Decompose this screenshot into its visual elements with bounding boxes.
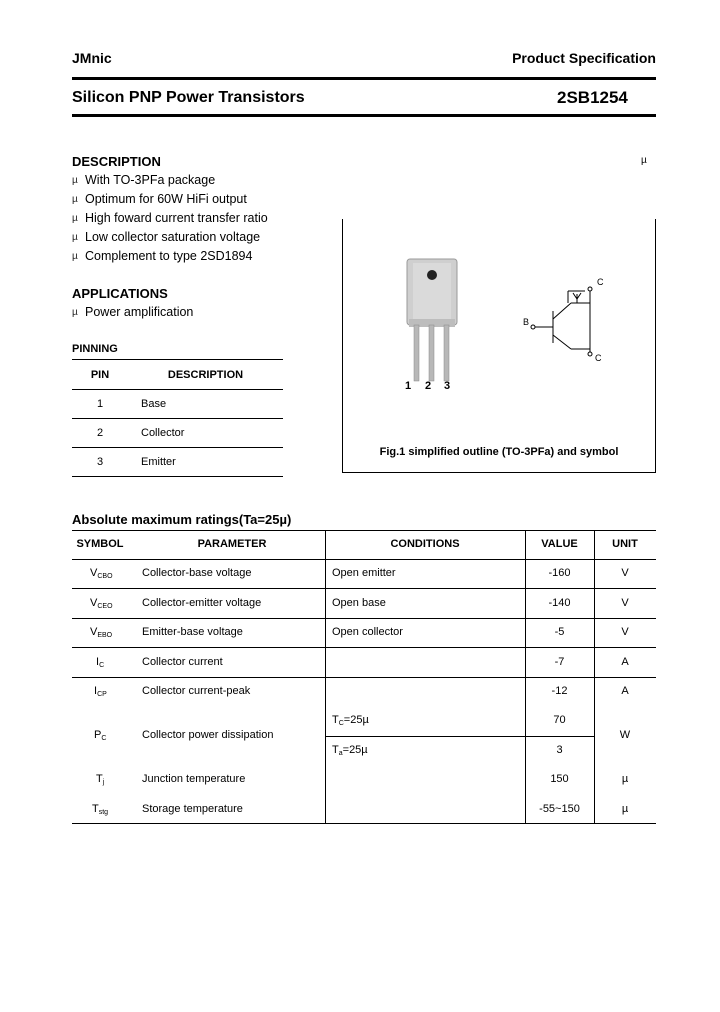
table-row <box>72 419 283 448</box>
symbol-label-base: B <box>523 317 530 327</box>
description-heading: DESCRIPTION <box>72 154 161 169</box>
rating-unit: A <box>621 685 629 697</box>
rating-parameter: Collector power dissipation <box>142 729 274 741</box>
rating-symbol: $V_{CBO}$ <box>90 567 113 580</box>
figure-pin-number: 1 <box>405 380 412 392</box>
list-item <box>72 171 268 190</box>
application-item: Power amplification <box>85 305 194 319</box>
pin-number: 3 <box>72 448 128 477</box>
stray-mark: µ <box>641 155 647 166</box>
rating-value: -7 <box>554 656 565 668</box>
rating-value: -140 <box>548 597 571 609</box>
symbol-label-collector: C <box>597 277 604 287</box>
figure-pin-number: 3 <box>444 380 451 392</box>
rating-value: -5 <box>554 626 565 638</box>
rating-unit: µ <box>621 773 629 785</box>
rating-parameter: Collector-emitter voltage <box>142 597 262 609</box>
rating-unit: V <box>621 626 629 638</box>
description-item: With TO-3PFa package <box>85 173 216 187</box>
rating-unit: V <box>621 567 629 579</box>
pinning-table <box>72 359 283 477</box>
bullet-mark: µ <box>72 175 78 186</box>
pinning-heading: PINNING <box>72 343 118 355</box>
rating-condition: Open collector <box>332 626 403 638</box>
rating-condition: Open base <box>332 597 386 609</box>
product-line: Silicon PNP Power Transistors <box>72 89 305 106</box>
rating-parameter: Collector current-peak <box>142 685 251 697</box>
description-column-header: DESCRIPTION <box>128 360 283 390</box>
rating-unit: V <box>621 597 629 609</box>
description-list <box>72 171 268 266</box>
description-item: Optimum for 60W HiFi output <box>85 192 247 206</box>
description-item: Complement to type 2SD1894 <box>85 249 253 263</box>
rating-symbol: $I_{CP}$ <box>94 685 107 698</box>
description-item: Low collector saturation voltage <box>85 230 261 244</box>
figure-caption: Fig.1 simplified outline (TO-3PFa) and symbol <box>379 446 619 458</box>
bullet-mark: µ <box>72 194 78 205</box>
unit-column-header: UNIT <box>612 538 638 550</box>
package-outline-image <box>343 219 655 473</box>
brand-name: JMnic <box>72 50 112 66</box>
list-item <box>72 190 268 209</box>
document-type: Product Specification <box>512 50 656 66</box>
list-item <box>72 303 193 322</box>
rating-symbol: $V_{EBO}$ <box>90 626 113 639</box>
rating-condition: $T_C=25\mu$ <box>332 714 369 727</box>
rating-unit: W <box>619 729 631 741</box>
rating-symbol: $T_{stg}$ <box>92 803 109 816</box>
bullet-mark: µ <box>72 213 78 224</box>
pin-description: Emitter <box>128 448 283 477</box>
rating-unit: µ <box>621 803 629 815</box>
ratings-table <box>72 530 656 825</box>
bullet-mark: µ <box>72 232 78 243</box>
rating-condition: $T_a=25\mu$ <box>332 744 368 757</box>
description-item: High foward current transfer ratio <box>85 211 268 225</box>
rating-unit: A <box>621 656 629 668</box>
pin-number: 2 <box>72 419 128 448</box>
rating-symbol: $P_C$ <box>94 729 107 742</box>
pin-description: Base <box>128 390 283 419</box>
pin-number: 1 <box>72 390 128 419</box>
list-item <box>72 247 268 266</box>
rating-value: -160 <box>548 567 571 579</box>
ratings-title: Absolute maximum ratings(Ta=25µ) <box>72 512 292 527</box>
pin-description: Collector <box>128 419 283 448</box>
list-item <box>72 228 268 247</box>
rating-value: -55~150 <box>539 803 580 815</box>
rating-parameter: Emitter-base voltage <box>142 626 243 638</box>
applications-heading: APPLICATIONS <box>72 286 168 301</box>
figure-pin-number: 2 <box>425 380 432 392</box>
parameter-column-header: PARAMETER <box>197 538 267 550</box>
rating-value: 70 <box>553 714 566 726</box>
figure-box <box>342 219 656 473</box>
rating-parameter: Storage temperature <box>142 803 243 815</box>
rating-symbol: $V_{CEO}$ <box>90 597 113 610</box>
rating-symbol: $I_C$ <box>96 656 105 669</box>
transistor-symbol <box>531 287 592 356</box>
rating-parameter: Collector current <box>142 656 223 668</box>
table-row <box>72 390 283 419</box>
header-rule-bottom <box>72 114 656 117</box>
rating-symbol: $T_j$ <box>96 773 105 786</box>
rating-value: 150 <box>550 773 569 785</box>
rating-parameter: Junction temperature <box>142 773 246 785</box>
rating-value: 3 <box>556 744 563 756</box>
table-row <box>72 448 283 477</box>
rating-parameter: Collector-base voltage <box>142 567 252 579</box>
bullet-mark: µ <box>72 307 78 318</box>
rating-value: -12 <box>551 685 568 697</box>
header-rule-top <box>72 77 656 80</box>
applications-list <box>72 303 193 322</box>
rating-condition: Open emitter <box>332 567 396 579</box>
value-column-header: VALUE <box>541 538 578 550</box>
list-item <box>72 209 268 228</box>
conditions-column-header: CONDITIONS <box>390 538 460 550</box>
symbol-label-emitter: C <box>595 353 602 363</box>
symbol-column-header: SYMBOL <box>76 538 124 550</box>
pin-column-header: PIN <box>72 360 128 390</box>
part-number: 2SB1254 <box>557 88 628 107</box>
bullet-mark: µ <box>72 251 78 262</box>
